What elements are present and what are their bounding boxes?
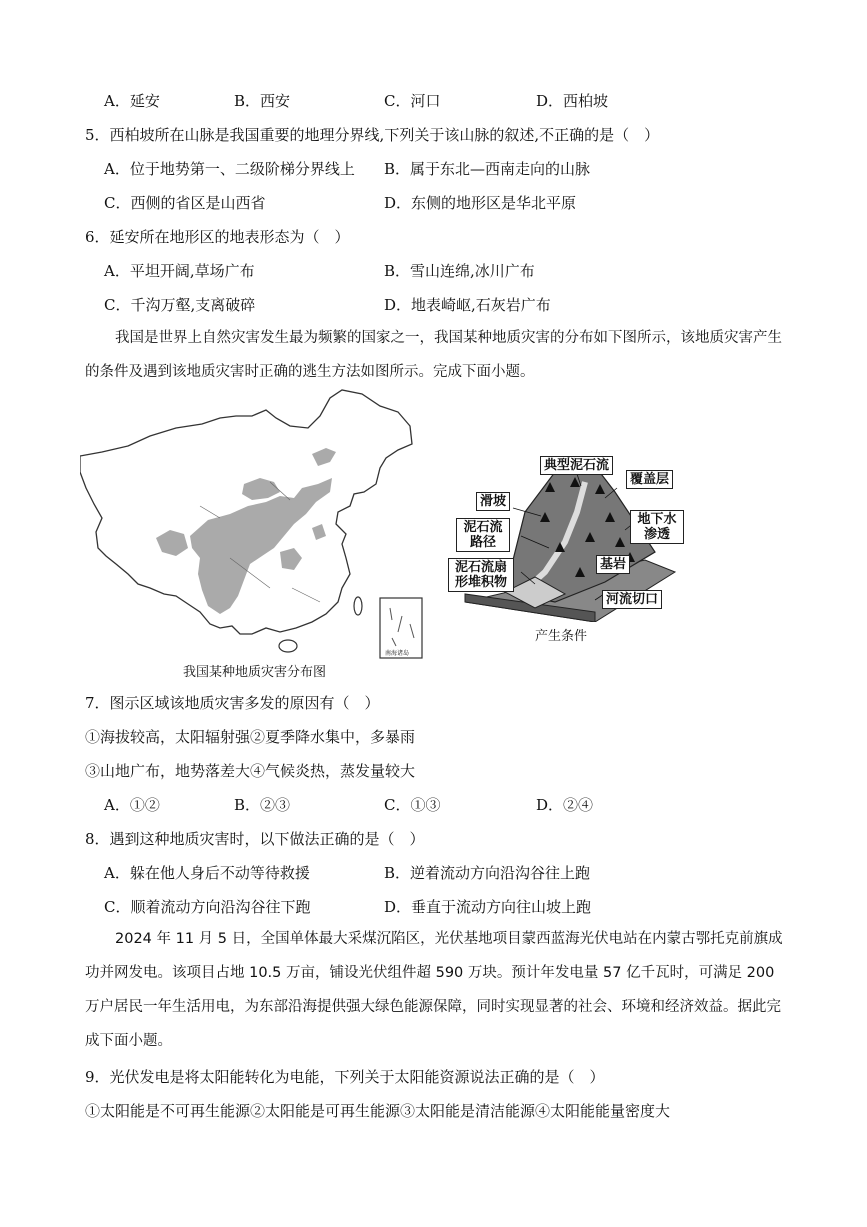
q5-option-b: B．属于东北—西南走向的山脉 [384,160,591,178]
label-cover-layer: 覆盖层 [626,470,673,489]
label-groundwater: 地下水渗透 [630,510,684,544]
q8-option-b: B．逆着流动方向沿沟谷往上跑 [384,864,591,882]
label-landslide: 滑坡 [476,492,510,511]
q7-option-d: D．②④ [536,796,594,814]
q4-option-c: C．河口 [384,92,441,110]
q7-statements-1: ①海拔较高，太阳辐射强②夏季降水集中，多暴雨 [85,728,416,746]
q7-option-a: A．①② [104,796,160,814]
label-bedrock: 基岩 [596,555,630,574]
q5-option-d: D．东侧的地形区是华北平原 [384,194,577,212]
q6-stem: 6．延安所在地形区的地表形态为（ ） [85,228,350,246]
q9-stem: 9．光伏发电是将太阳能转化为电能，下列关于太阳能资源说法正确的是（ ） [85,1068,605,1086]
q5-option-c: C．西侧的省区是山西省 [104,194,266,212]
q5-option-a: A．位于地势第一、二级阶梯分界线上 [104,160,355,178]
diagram-caption: 产生条件 [535,629,588,644]
q4-option-a: A．延安 [104,92,160,110]
china-map-svg [80,388,430,660]
q9-statements: ①太阳能是不可再生能源②太阳能是可再生能源③太阳能是清洁能源④太阳能能量密度大 [85,1102,671,1120]
label-typical-debris-flow: 典型泥石流 [540,456,613,475]
q7-stem: 7．图示区域该地质灾害多发的原因有（ ） [85,694,380,712]
q4-option-d: D．西柏坡 [536,92,609,110]
label-river-incision: 河流切口 [602,590,662,609]
q8-option-c: C．顺着流动方向沿沟谷往下跑 [104,898,311,916]
map-caption: 我国某种地质灾害分布图 [183,665,327,680]
q6-option-d: D．地表崎岖,石灰岩广布 [384,296,551,314]
q5-stem: 5．西柏坡所在山脉是我国重要的地理分界线,下列关于该山脉的叙述,不正确的是（ ） [85,126,660,144]
q8-option-a: A．躲在他人身后不动等待救援 [104,864,310,882]
label-fan-deposit: 泥石流扇形堆积物 [448,558,514,592]
q4-option-b: B．西安 [234,92,291,110]
q6-option-b: B．雪山连绵,冰川广布 [384,262,535,280]
q8-option-d: D．垂直于流动方向往山坡上跑 [384,898,592,916]
q7-statements-2: ③山地广布，地势落差大④气候炎热，蒸发量较大 [85,762,416,780]
q7-option-b: B．②③ [234,796,291,814]
q8-stem: 8．遇到这种地质灾害时，以下做法正确的是（ ） [85,830,425,848]
q6-option-c: C．千沟万壑,支离破碎 [104,296,256,314]
intro-paragraph-disaster: 我国是世界上自然灾害发生最为频繁的国家之一，我国某种地质灾害的分布如下图所示，该地质灾害产生的条件及遇到该地质灾害时正确的逃生方法如图所示。完成下面小题。 [85,330,782,380]
q7-option-c: C．①③ [384,796,441,814]
inset-label: 南海诸岛 [385,650,410,657]
label-debris-path: 泥石流路径 [456,518,510,552]
intro-paragraph-solar: 2024 年 11 月 5 日，全国单体最大采煤沉陷区，光伏基地项目蒙西蓝海光伏电站在内蒙古鄂托克前旗成功并网发电。该项目占地 10.5 万亩，铺设光伏组件超 590 万块。预计年发电量 57 亿千瓦时，可满足 200 万户居民一年生活用电，为东部沿海提供强大绿色能源保障，同时实现显著的社会、环境和经济效益。据此完成下面小题。 [85,931,783,1049]
disaster-distribution-map [80,388,430,660]
q6-option-a: A．平坦开阔,草场广布 [104,262,255,280]
